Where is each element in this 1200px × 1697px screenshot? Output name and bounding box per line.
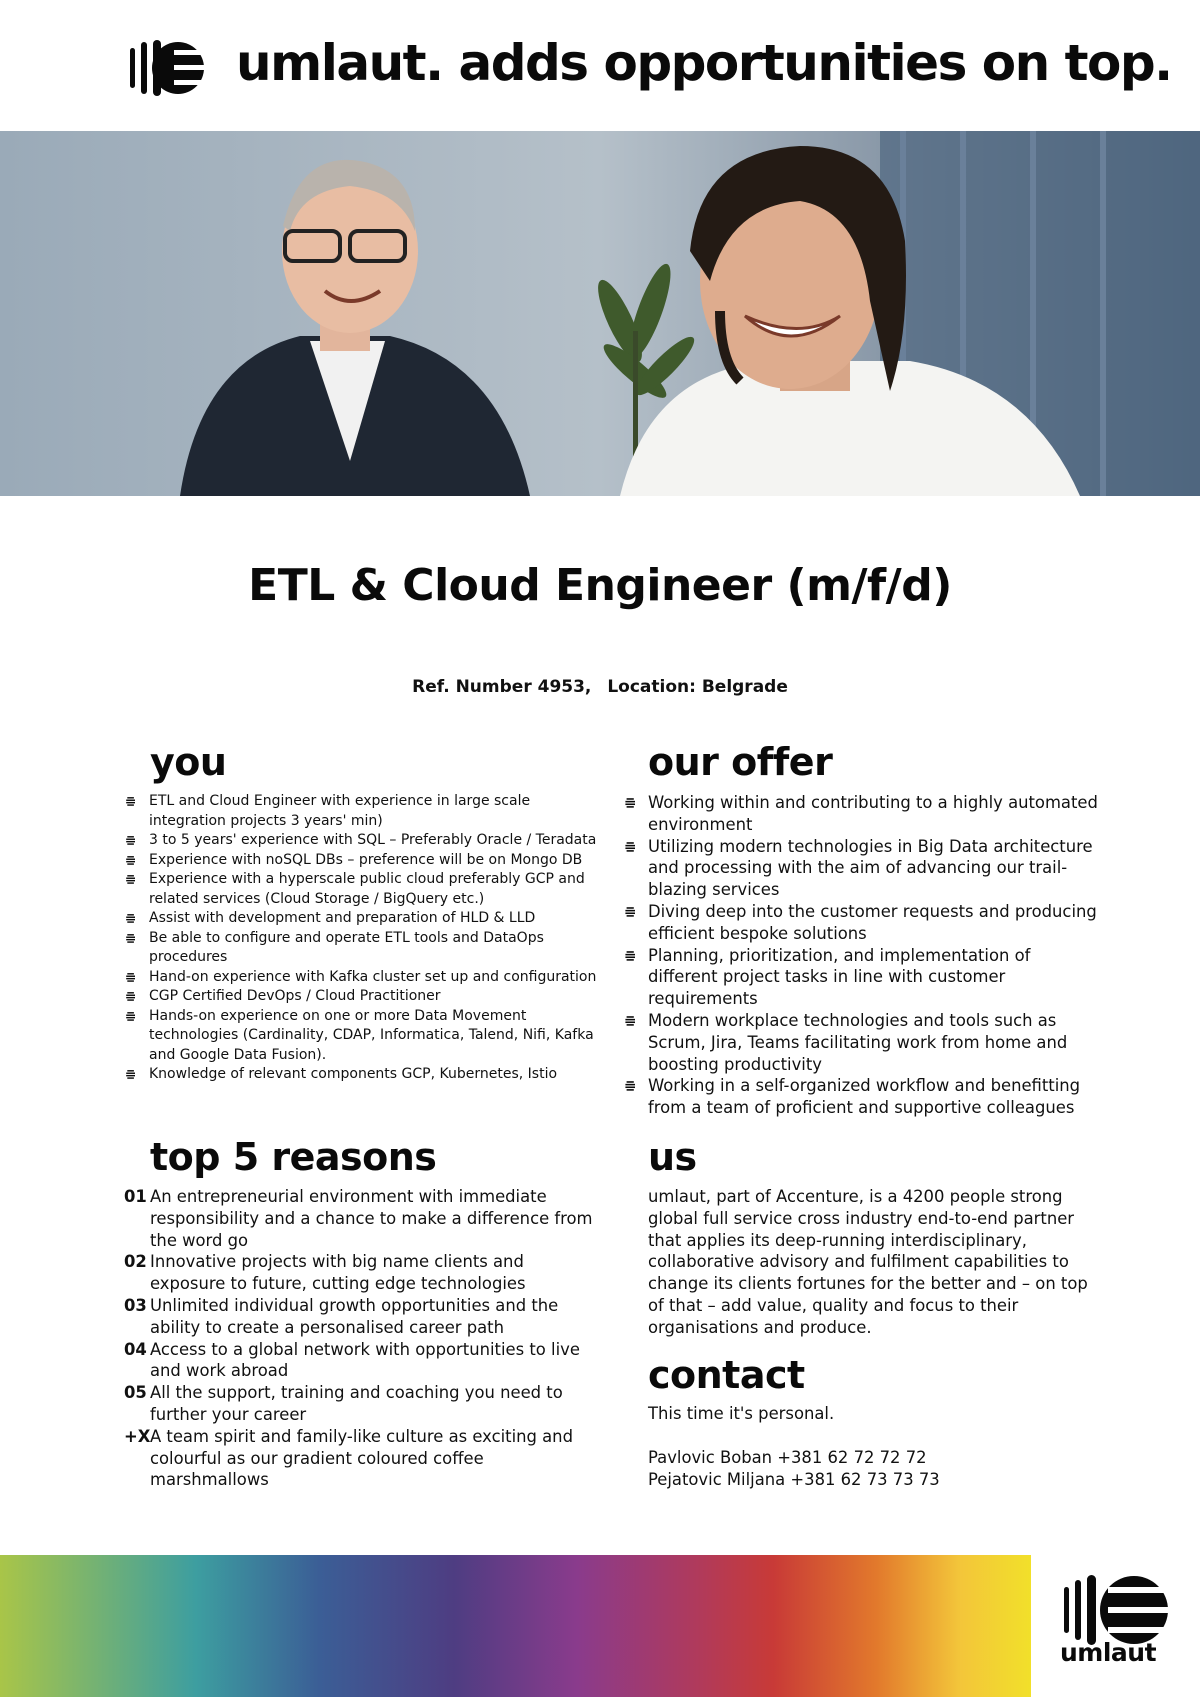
bullet-icon	[623, 1080, 635, 1092]
list-item	[623, 1010, 1103, 1075]
bullet-icon	[124, 874, 135, 885]
reason-number: 02	[124, 1252, 147, 1272]
us-heading: us	[648, 1135, 697, 1179]
footer-wordmark: umlaut	[1060, 1638, 1157, 1667]
bullet-icon	[124, 972, 135, 983]
bullet-icon	[124, 933, 135, 944]
contact-person: Pavlovic Boban +381 62 72 72 72	[648, 1448, 927, 1467]
reason-text: A team spirit and family-like culture as exciting and colourful as our gradient coloured coffee marshmallows	[150, 1426, 573, 1490]
reason-number: 05	[124, 1383, 147, 1403]
bullet-icon	[623, 841, 635, 853]
list-item	[124, 792, 604, 831]
reason-text: Innovative projects with big name clients and exposure to future, cutting edge technologies	[150, 1252, 526, 1294]
list-item	[124, 987, 604, 1007]
reason-number: 03	[124, 1295, 147, 1315]
list-item	[124, 1007, 604, 1066]
reason-number: 01	[124, 1187, 147, 1206]
headline: umlaut. adds opportunities on top.	[236, 34, 1172, 92]
reason-text: Unlimited individual growth opportunities and the ability to create a personalised career path	[150, 1295, 559, 1337]
us-description: umlaut, part of Accenture, is a 4200 people strong global full service cross industry end-to-end partner that applies its deep-running interdisciplinary, collaborative advisory and fulfilment capabilities to change its clients fortunes for the better and – on top of that – add value, quality and focus to their organisations and produce.	[648, 1187, 1088, 1337]
contact-person: Pejatovic Miljana +381 62 73 73 73	[648, 1469, 940, 1489]
list-item-text: Hand-on experience with Kafka cluster set up and configuration	[149, 968, 597, 985]
bullet-icon	[124, 913, 135, 924]
reason-item	[124, 1339, 604, 1383]
reason-text: An entrepreneurial environment with immediate responsibility and a chance to make a difference from the word go	[150, 1187, 593, 1250]
list-item	[124, 870, 604, 909]
list-item	[124, 831, 604, 851]
list-item	[124, 929, 604, 968]
list-item-text: Planning, prioritization, and implementation of different project tasks in line with customer requirements	[648, 945, 1031, 1009]
list-item-text: Working within and contributing to a highly automated environment	[648, 793, 1098, 834]
list-item	[623, 901, 1103, 945]
reason-item	[124, 1186, 604, 1251]
page-header	[0, 30, 1200, 120]
list-item	[623, 792, 1103, 836]
gradient-band	[0, 1555, 1031, 1697]
reason-text: Access to a global network with opportunities to live and work abroad	[150, 1339, 580, 1381]
contact-heading: contact	[648, 1353, 805, 1397]
list-item-text: CGP Certified DevOps / Cloud Practitioner	[149, 988, 441, 1004]
list-item-text: Assist with development and preparation of HLD & LLD	[149, 910, 536, 926]
list-item-text: Diving deep into the customer requests and producing efficient bespoke solutions	[648, 901, 1097, 943]
reason-item	[124, 1382, 604, 1426]
list-item-text: Hands-on experience on one or more Data Movement technologies (Cardinality, CDAP, Informatica, Talend, Nifi, Kafka and Google Data Fusion).	[149, 1007, 594, 1063]
list-item-text: Experience with noSQL DBs – preference will be on Mongo DB	[149, 851, 583, 868]
offer-list	[623, 792, 1103, 1119]
list-item-text: Utilizing modern technologies in Big Data architecture and processing with the aim of advancing our trail-blazing services	[648, 836, 1093, 900]
you-requirements-list	[124, 792, 604, 1085]
contact-intro: This time it's personal.	[648, 1404, 835, 1423]
job-title: ETL & Cloud Engineer (m/f/d)	[248, 560, 952, 611]
list-item	[124, 1065, 604, 1085]
bullet-icon	[623, 906, 635, 918]
bullet-icon	[124, 835, 135, 846]
list-item	[623, 945, 1103, 1010]
reasons-list	[124, 1186, 604, 1491]
list-item-text: Knowledge of relevant components GCP, Kubernetes, Istio	[149, 1066, 558, 1082]
list-item-text: Experience with a hyperscale public cloud preferably GCP and related services (Cloud Storage / BigQuery etc.)	[149, 871, 585, 907]
list-item	[124, 968, 604, 988]
job-location: Location: Belgrade	[607, 677, 788, 697]
list-item-text: ETL and Cloud Engineer with experience in large scale integration projects 3 years' min)	[149, 793, 531, 829]
list-item-text: Working in a self-organized workflow and benefitting from a team of proficient and supportive colleagues	[648, 1076, 1081, 1118]
reference-line	[0, 677, 1200, 697]
reference-number: Ref. Number 4953,	[412, 677, 592, 697]
bullet-icon	[623, 797, 635, 809]
list-item	[623, 1075, 1103, 1119]
bullet-icon	[124, 1011, 135, 1022]
reasons-heading: top 5 reasons	[150, 1135, 437, 1179]
bullet-icon	[124, 796, 135, 807]
reason-number: 04	[124, 1339, 147, 1359]
bullet-icon	[623, 950, 635, 962]
reason-item	[124, 1295, 604, 1339]
umlaut-logo-icon	[130, 40, 220, 96]
list-item	[124, 909, 604, 929]
reason-item	[124, 1426, 604, 1491]
bullet-icon	[124, 855, 135, 866]
umlaut-logo-icon	[1062, 1575, 1170, 1645]
contact-people	[648, 1447, 940, 1491]
bullet-icon	[623, 1015, 635, 1027]
list-item	[623, 836, 1103, 901]
bullet-icon	[124, 1069, 135, 1080]
list-item-text: 3 to 5 years' experience with SQL – Preferably Oracle / Teradata	[149, 832, 597, 848]
reason-item	[124, 1251, 604, 1295]
you-heading: you	[150, 740, 227, 784]
bullet-icon	[124, 991, 135, 1002]
two-smiling-men-photo	[0, 131, 1200, 496]
list-item-text: Modern workplace technologies and tools such as Scrum, Jira, Teams facilitating work from home and boosting productivity	[648, 1010, 1068, 1074]
reason-text: All the support, training and coaching you need to further your career	[150, 1383, 563, 1424]
list-item	[124, 851, 604, 871]
list-item-text: Be able to configure and operate ETL tools and DataOps procedures	[149, 929, 544, 965]
reason-number: +X	[124, 1426, 151, 1446]
offer-heading: our offer	[648, 740, 833, 784]
